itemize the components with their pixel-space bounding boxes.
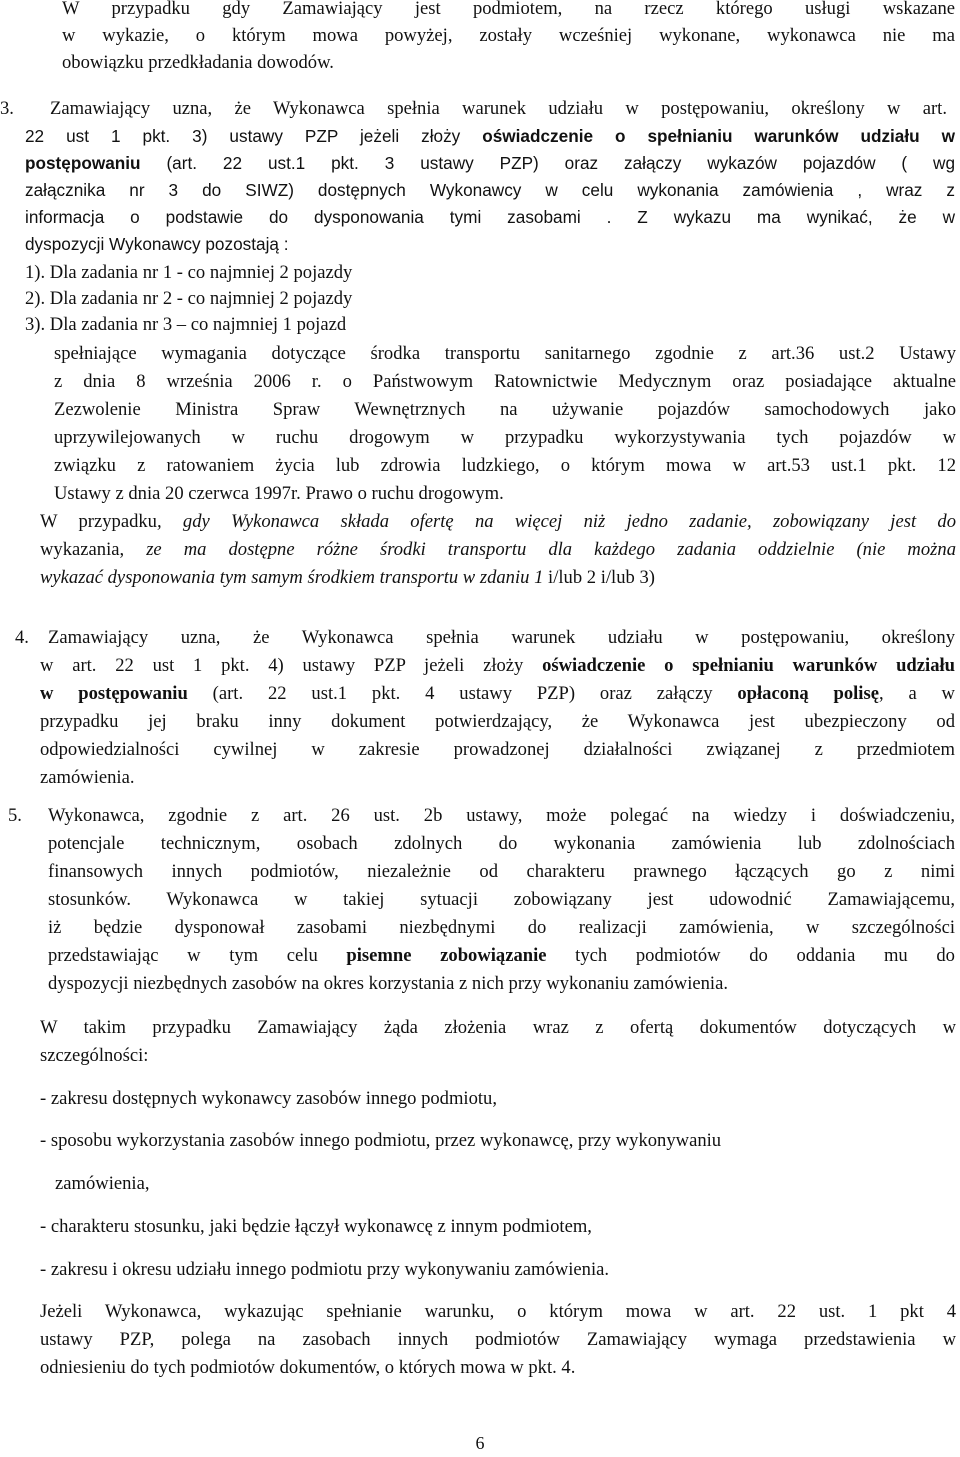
item-4-line-2 (40, 652, 955, 679)
intro-line-3: obowiązku przedkładania dowodów. (62, 52, 334, 73)
closing-line-2: ustawy PZP, polega na zasobach innych podmiotów Zamawiający wymaga przedstawienia w (40, 1329, 956, 1350)
item-3-line-6: dyspozycji Wykonawcy pozostają : (25, 234, 289, 254)
item-4-proceedings-bold: w postępowaniu (40, 683, 188, 704)
item-3-multi-1a: W przypadku (40, 511, 157, 532)
item-4-line-3-end: , a w (878, 683, 955, 704)
closing-line-1: Jeżeli Wykonawca, wykazując spełnianie warunku, o którym mowa w art. 22 ust. 1 pkt 4 (40, 1301, 956, 1322)
item-4-policy-bold: opłaconą polisę (737, 683, 879, 704)
intro-line-1: W przypadku gdy Zamawiający jest podmiotem, na rzecz którego usługi wskazane (62, 0, 955, 19)
item-3-req-line-6: Ustawy z dnia 20 czerwca 1997r. Prawo o ruchu drogowym. (54, 483, 504, 504)
item-4-line-2-text: w art. 22 ust 1 pkt. 4) ustawy PZP jeżeli złoży (40, 655, 543, 676)
item-3-multi-line-2 (40, 536, 956, 563)
docs-bullet-2: - sposobu wykorzystania zasobów innego podmiotu, przez wykonawcę, przy wykonywaniu (40, 1130, 722, 1151)
item-5-line-6-end: tych podmiotów do oddania mu do (546, 945, 955, 966)
item-3-req-line-5: związku z ratowaniem życia lub zdrowia ludzkiego, o którym mowa w art.53 ust.1 pkt. 12 (54, 455, 956, 476)
item-3-statement-bold: oświadczenie o spełnianiu warunków udziału w (482, 126, 955, 146)
item-5-line-3: finansowych innych podmiotów, niezależnie od charakteru prawnego łączących go z nimi (48, 861, 955, 882)
item-3-line-4: załącznika nr 3 do SIWZ) dostępnych Wykonawcy w celu wykonania zamówienia , wraz z (25, 180, 955, 200)
item-4-number: 4. (15, 627, 29, 648)
item-5-line-2: potencjale technicznym, osobach zdolnych do wykonania zamówienia lub zdolnościach (48, 833, 955, 854)
item-4-line-3 (40, 680, 955, 707)
item-3-line-3 (25, 150, 955, 177)
item-3-multi-3b: i/lub 2 i/lub 3) (543, 567, 655, 588)
item-3-req-line-4: uprzywilejowanych w ruchu drogowym w przypadku wykorzystywania tych pojazdów w (54, 427, 956, 448)
docs-bullet-3: - charakteru stosunku, jaki będzie łączył wykonawcę z innym podmiotem, (40, 1216, 592, 1237)
item-4-line-4: przypadku jej braku inny dokument potwierdzający, że Wykonawca jest ubezpieczony od (40, 711, 955, 732)
docs-line-2: szczególności: (40, 1045, 149, 1066)
item-3-multi-3a: wykazać dysponowania tym samym środkiem transportu w zdaniu 1 (40, 567, 544, 588)
item-5-commitment-bold: pisemne zobowiązanie (346, 945, 547, 966)
item-3-sub-2: 2). Dla zadania nr 2 - co najmniej 2 pojazdy (25, 288, 353, 309)
docs-line-1: W takim przypadku Zamawiający żąda złożenia wraz z ofertą dokumentów dotyczących w (40, 1017, 956, 1038)
item-3-line-2-text: 22 ust 1 pkt. 3) ustawy PZP jeżeli złoży (25, 126, 483, 146)
item-5-line-1: Wykonawca, zgodnie z art. 26 ust. 2b ustawy, może polegać na wiedzy i doświadczeniu, (48, 805, 955, 826)
item-3-multi-line-1 (40, 508, 956, 535)
item-3-line-2 (25, 123, 955, 150)
item-3-number: 3. (0, 98, 14, 119)
item-3-sub-1: 1). Dla zadania nr 1 - co najmniej 2 pojazdy (25, 262, 353, 283)
item-3-line-1: Zamawiający uzna, że Wykonawca spełnia warunek udziału w postępowaniu, określony w art. (50, 98, 947, 119)
item-5-line-4: stosunków. Wykonawca w takiej sytuacji zobowiązany jest udowodnić Zamawiającemu, (48, 889, 955, 910)
item-4-line-5: odpowiedzialności cywilnej w zakresie prowadzonej działalności związanej z przedmiotem (40, 739, 955, 760)
closing-line-3: odniesieniu do tych podmiotów dokumentów, o których mowa w pkt. 4. (40, 1357, 576, 1378)
page-number: 6 (475, 1433, 485, 1453)
item-5-number: 5. (8, 805, 22, 826)
item-3-req-line-2: z dnia 8 września 2006 r. o Państwowym Ratownictwie Medycznym oraz posiadające aktualne (54, 371, 956, 392)
item-4-line-3-text: (art. 22 ust.1 pkt. 4 ustawy PZP) oraz załączy (187, 683, 738, 704)
docs-bullet-2-cont: zamówienia, (55, 1173, 150, 1194)
item-3-multi-2b: ze ma dostępne różne środki transportu dla każdego zadania oddzielnie (nie można (124, 539, 956, 560)
item-3-multi-1b: , gdy Wykonawca składa ofertę na więcej niż jedno zadanie, zobowiązany jest do (156, 511, 956, 532)
intro-line-2: w wykazie, o którym mowa powyżej, zostały wcześniej wykonane, wykonawca nie ma (62, 25, 955, 46)
item-3-req-line-1: spełniające wymagania dotyczące środka transportu sanitarnego zgodnie z art.36 ust.2 Ustawy (54, 343, 956, 364)
item-3-sub-3: 3). Dla zadania nr 3 – co najmniej 1 pojazd (25, 314, 347, 335)
docs-bullet-4: - zakresu i okresu udziału innego podmiotu przy wykonywaniu zamówienia. (40, 1259, 610, 1280)
item-4-line-6: zamówienia. (40, 767, 135, 788)
item-3-line-3-text: (art. 22 ust.1 pkt. 3 ustawy PZP) oraz załączy wykazów pojazdów ( wg (140, 153, 955, 173)
item-5-line-7: dyspozycji niezbędnych zasobów na okres korzystania z nich przy wykonaniu zamówienia. (48, 973, 728, 994)
item-5-line-6 (48, 942, 955, 969)
item-4-line-1: Zamawiający uzna, że Wykonawca spełnia warunek udziału w postępowaniu, określony (48, 627, 955, 648)
item-3-proceedings-bold: postępowaniu (25, 153, 141, 173)
item-3-multi-line-3 (40, 564, 956, 591)
docs-bullet-1: - zakresu dostępnych wykonawcy zasobów innego podmiotu, (40, 1088, 497, 1109)
item-5-line-6-text: przedstawiając w tym celu (48, 945, 347, 966)
item-5-line-5: iż będzie dysponował zasobami niezbędnymi do realizacji zamówienia, w szczególności (48, 917, 955, 938)
item-3-req-line-3: Zezwolenie Ministra Spraw Wewnętrznych na używanie pojazdów samochodowych jako (54, 399, 956, 420)
item-3-multi-2a: wykazania, (40, 539, 125, 560)
item-3-line-5: informacja o podstawie do dysponowania tymi zasobami . Z wykazu ma wynikać, że w (25, 207, 955, 227)
item-4-statement-bold: oświadczenie o spełnianiu warunków udziału (542, 655, 955, 676)
